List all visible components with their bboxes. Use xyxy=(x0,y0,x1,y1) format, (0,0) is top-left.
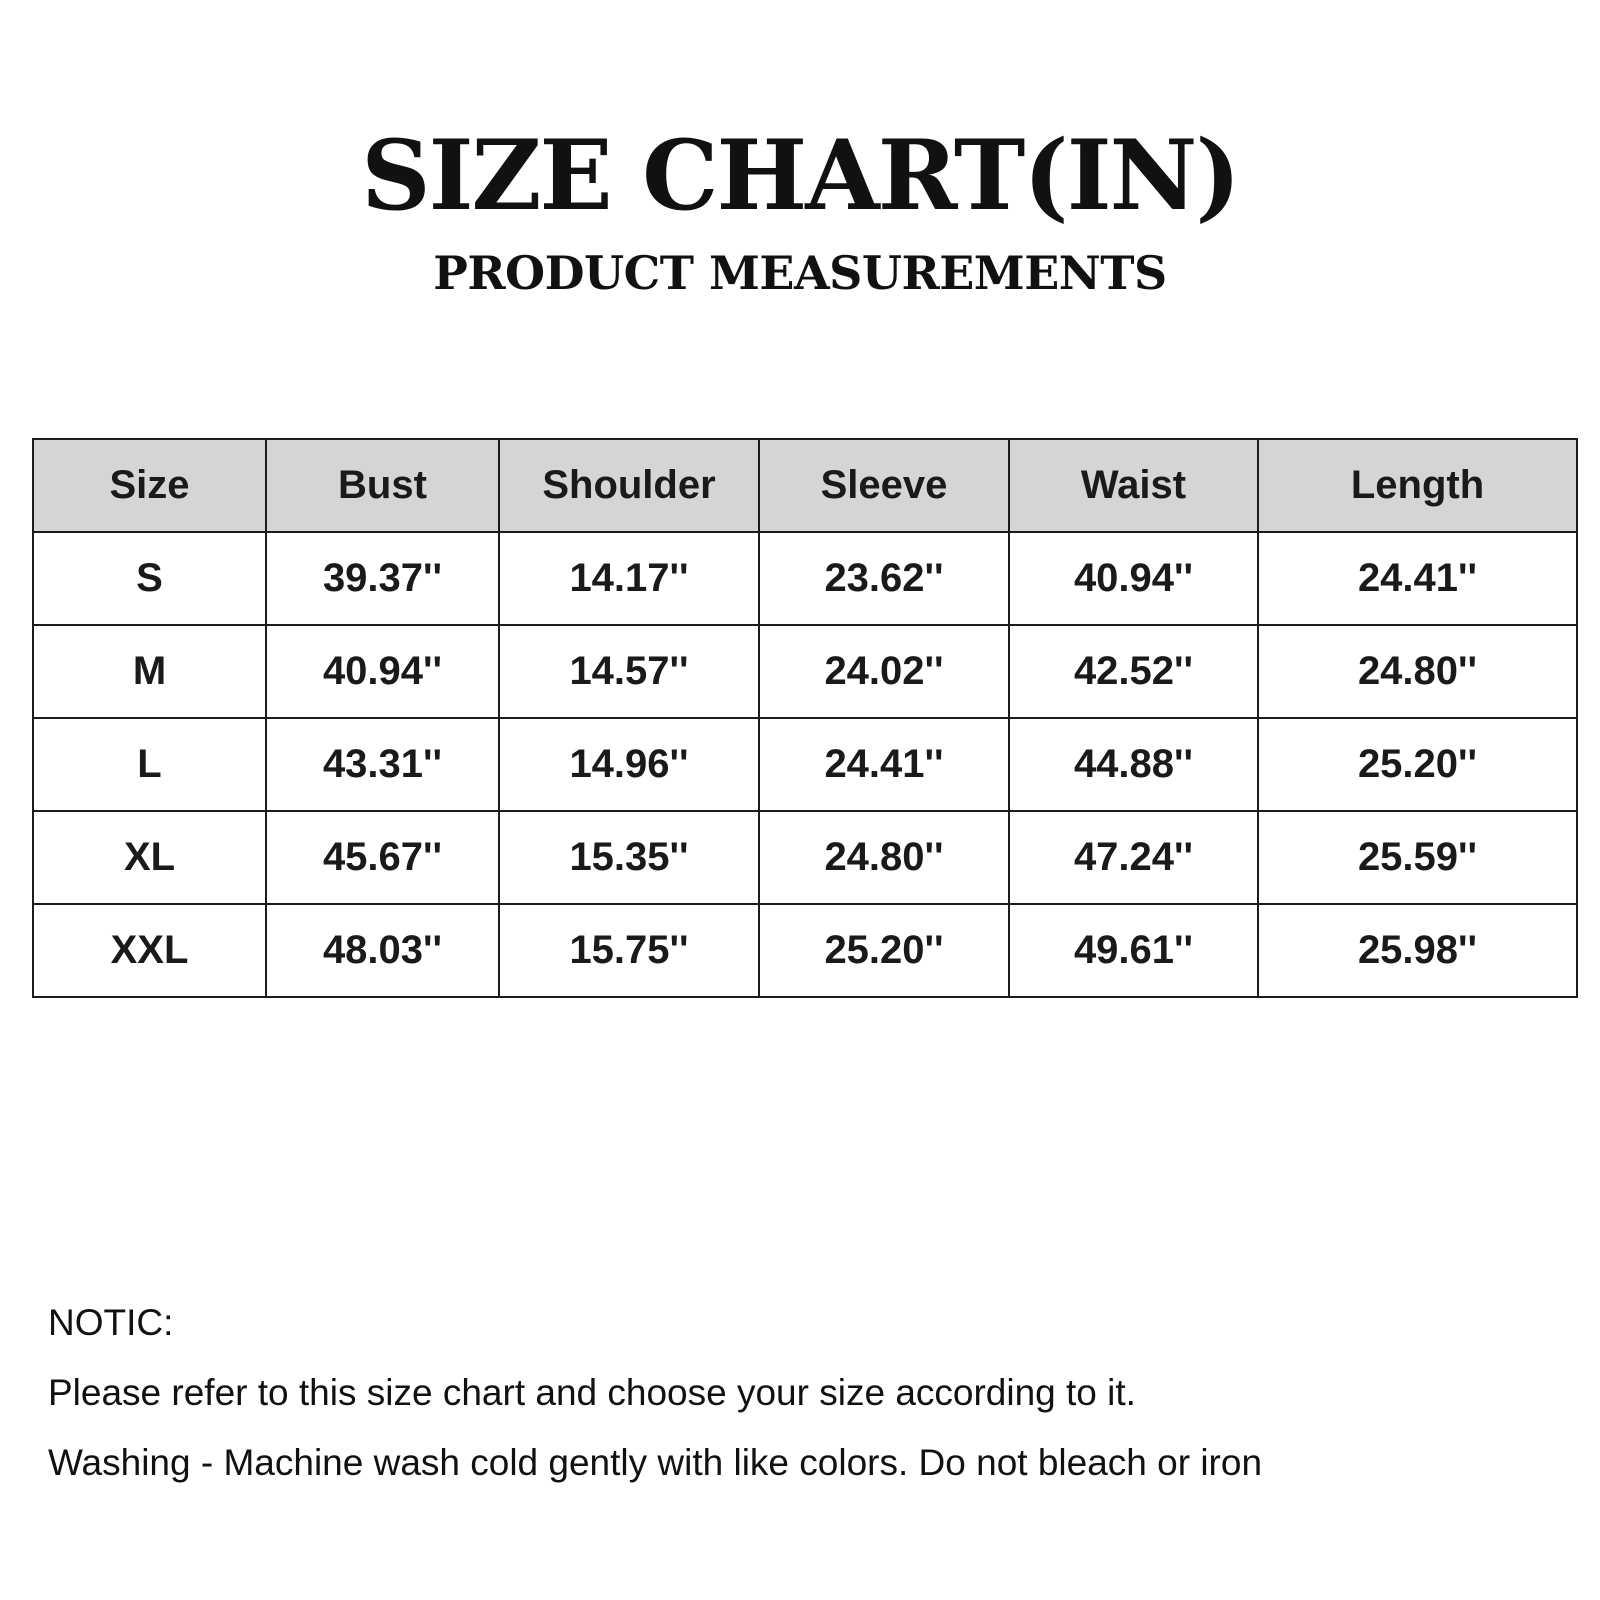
column-header-length: Length xyxy=(1258,439,1577,532)
size-chart-table xyxy=(32,438,1578,998)
cell-shoulder: 15.75'' xyxy=(499,904,759,997)
cell-waist: 40.94'' xyxy=(1009,532,1258,625)
page-subtitle: PRODUCT MEASUREMENTS xyxy=(433,246,1167,300)
page-title: SIZE CHART(IN) xyxy=(361,119,1239,232)
cell-bust: 40.94'' xyxy=(266,625,499,718)
cell-waist: 49.61'' xyxy=(1009,904,1258,997)
table-row xyxy=(33,718,1577,811)
column-header-waist: Waist xyxy=(1009,439,1258,532)
table-row xyxy=(33,532,1577,625)
cell-size: XL xyxy=(33,811,266,904)
cell-size: S xyxy=(33,532,266,625)
cell-size: L xyxy=(33,718,266,811)
cell-bust: 45.67'' xyxy=(266,811,499,904)
notes-washing-instructions: Washing - Machine wash cold gently with like colors. Do not bleach or iron xyxy=(48,1442,1263,1483)
cell-sleeve: 24.41'' xyxy=(759,718,1009,811)
cell-size: M xyxy=(33,625,266,718)
table-row xyxy=(33,811,1577,904)
cell-size: XXL xyxy=(33,904,266,997)
cell-shoulder: 14.17'' xyxy=(499,532,759,625)
cell-bust: 39.37'' xyxy=(266,532,499,625)
cell-bust: 48.03'' xyxy=(266,904,499,997)
notes-section xyxy=(48,1288,1548,1498)
table-header-row xyxy=(33,439,1577,532)
cell-waist: 42.52'' xyxy=(1009,625,1258,718)
cell-sleeve: 24.80'' xyxy=(759,811,1009,904)
cell-length: 24.80'' xyxy=(1258,625,1577,718)
column-header-bust: Bust xyxy=(266,439,499,532)
cell-bust: 43.31'' xyxy=(266,718,499,811)
cell-waist: 44.88'' xyxy=(1009,718,1258,811)
cell-length: 24.41'' xyxy=(1258,532,1577,625)
column-header-shoulder: Shoulder xyxy=(499,439,759,532)
cell-shoulder: 14.57'' xyxy=(499,625,759,718)
notes-heading: NOTIC: xyxy=(48,1302,174,1343)
column-header-size: Size xyxy=(33,439,266,532)
table-row xyxy=(33,625,1577,718)
notes-size-advice: Please refer to this size chart and choose your size according to it. xyxy=(48,1372,1136,1413)
column-header-sleeve: Sleeve xyxy=(759,439,1009,532)
cell-length: 25.98'' xyxy=(1258,904,1577,997)
cell-sleeve: 25.20'' xyxy=(759,904,1009,997)
cell-waist: 47.24'' xyxy=(1009,811,1258,904)
cell-sleeve: 24.02'' xyxy=(759,625,1009,718)
cell-length: 25.59'' xyxy=(1258,811,1577,904)
cell-sleeve: 23.62'' xyxy=(759,532,1009,625)
cell-shoulder: 15.35'' xyxy=(499,811,759,904)
cell-shoulder: 14.96'' xyxy=(499,718,759,811)
table-row xyxy=(33,904,1577,997)
cell-length: 25.20'' xyxy=(1258,718,1577,811)
